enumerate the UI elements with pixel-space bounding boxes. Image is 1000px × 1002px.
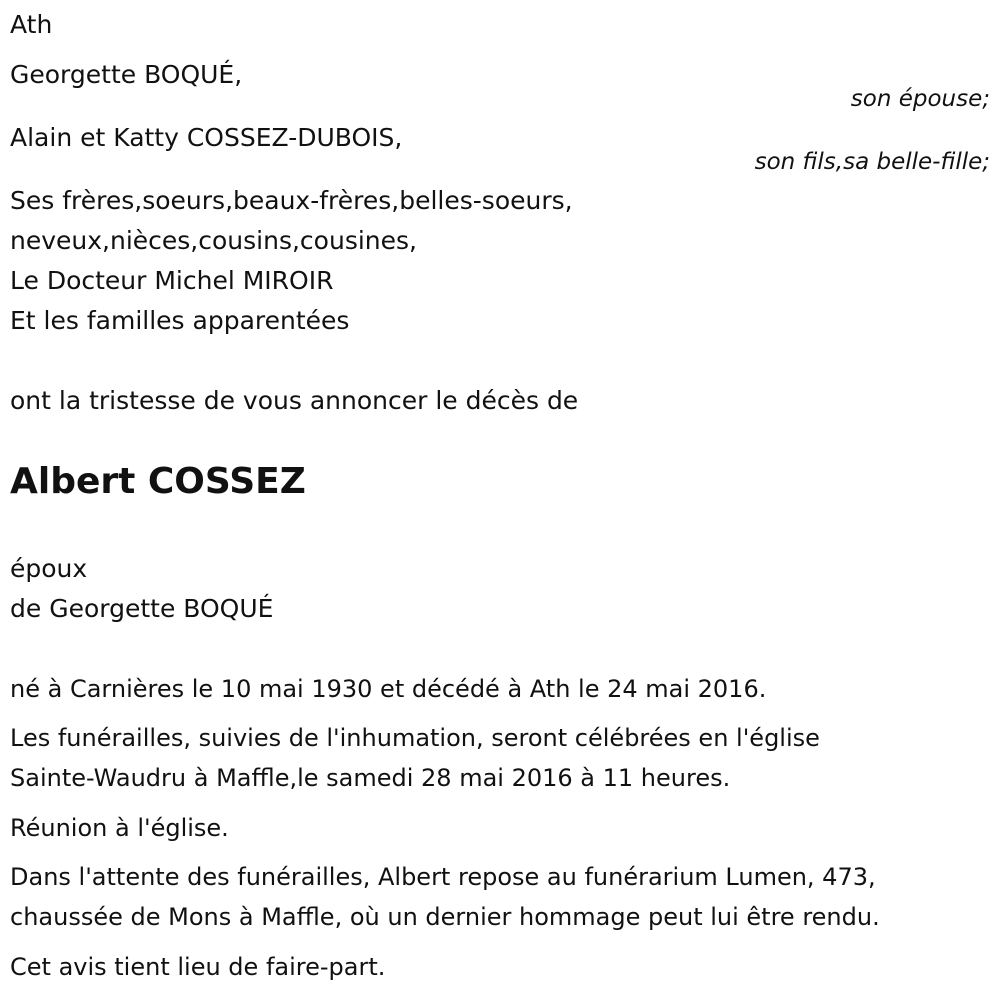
spouse-line-1: époux [10,554,88,583]
funeral-line-1: Les funérailles, suivies de l'inhumation, seront célébrées en l'église [10,724,820,752]
funeral-line-2: Sainte-Waudru à Maffle,le samedi 28 mai 2016 à 11 heures. [10,764,731,792]
relatives-line-1: Ses frères,soeurs,beaux-frères,belles-soeurs, [10,186,573,215]
meeting: Réunion à l'église. [10,814,229,842]
rest-line-2: chaussée de Mons à Maffle, où un dernier hommage peut lui être rendu. [10,903,880,931]
notice: Cet avis tient lieu de faire-part. [10,953,386,981]
birth-death: né à Carnières le 10 mai 1930 et décédé à Ath le 24 mai 2016. [10,675,767,703]
spouse-line-2: de Georgette BOQUÉ [10,594,274,623]
family-member-spouse: Georgette BOQUÉ, [10,60,243,89]
relatives-line-2: neveux,nièces,cousins,cousines, [10,226,417,255]
relation-spouse: son épouse; [850,86,990,112]
relation-son: son fils,sa belle-fille; [754,149,990,175]
family-member-son: Alain et Katty COSSEZ-DUBOIS, [10,123,403,152]
rest-line-1: Dans l'attente des funérailles, Albert repose au funérarium Lumen, 473, [10,863,876,891]
announcement: ont la tristesse de vous annoncer le décès de [10,386,579,415]
deceased-name: Albert COSSEZ [10,461,306,502]
city-heading: Ath [10,10,53,39]
relatives-line-3: Le Docteur Michel MIROIR [10,266,334,295]
relatives-line-4: Et les familles apparentées [10,306,350,335]
